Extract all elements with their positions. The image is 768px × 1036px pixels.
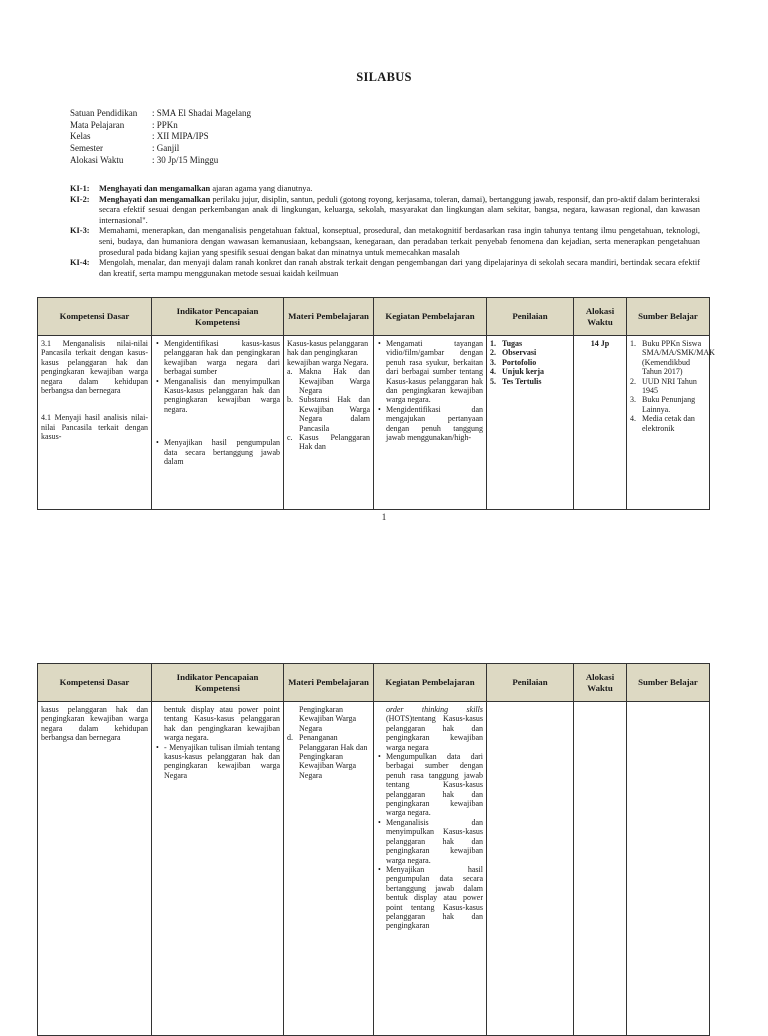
identity-label: Kelas bbox=[70, 131, 91, 142]
column-header: Kompetensi Dasar bbox=[38, 298, 152, 336]
indikator-cell bbox=[152, 336, 284, 510]
indikator-cell bbox=[152, 702, 284, 1036]
identity-label: Semester bbox=[70, 143, 103, 154]
alokasi-cell bbox=[574, 336, 627, 510]
identity-row bbox=[70, 108, 251, 120]
bullet-icon: • bbox=[378, 864, 381, 874]
list-number: a. bbox=[287, 367, 293, 377]
kd-text: 4.1 Menyaji hasil analisis nilai-nilai Pancasila terkait dengan kasus- bbox=[41, 413, 148, 442]
list-item bbox=[490, 358, 570, 367]
list-item-text: Kasus Pelanggaran Hak dan bbox=[299, 433, 370, 452]
identity-row bbox=[70, 131, 251, 143]
kd-text: 3.1 Menganalisis nilai-nilai Pancasila terkait dengan kasus-kasus pelanggaran hak dan pengingkaran kewajiban warga negara dalam kehidupan berbangsa dan bernegara bbox=[41, 339, 148, 396]
list-number: b. bbox=[287, 395, 293, 405]
list-number: 3. bbox=[490, 357, 496, 367]
list-item-text: Media cetak dan elektronik bbox=[642, 414, 695, 433]
core-competencies bbox=[70, 184, 700, 279]
column-header: Alokasi Waktu bbox=[574, 664, 627, 702]
ki-body: ajaran agama yang dianutnya. bbox=[210, 184, 313, 193]
column-header: Materi Pembelajaran bbox=[284, 298, 374, 336]
list-item bbox=[377, 339, 483, 405]
alokasi-cell bbox=[574, 702, 627, 1036]
materi-cell bbox=[284, 702, 374, 1036]
identity-block bbox=[70, 108, 251, 167]
syllabus-table bbox=[37, 663, 710, 1036]
identity-label: Satuan Pendidikan bbox=[70, 108, 138, 118]
column-header: Indikator Pencapaian Kompetensi bbox=[152, 298, 284, 336]
list-item-text: Menyajikan hasil pengumpulan data secara bertanggung jawab dalam bentuk display atau power point tentang Kasus-kasus pelanggaran hak dan pengingkaran bbox=[386, 864, 483, 931]
list-item-text: UUD NRI Tahun 1945 bbox=[642, 376, 697, 396]
list-item-text: Substansi Hak dan Kewajiban Warga Negara dalam Pancasila bbox=[299, 395, 370, 433]
list-item-text: Mengidentifikasi kasus-kasus pelanggaran hak dan pengingkaran kewajiban warga negara dari berbagai sumber bbox=[164, 339, 280, 377]
ki-row bbox=[70, 258, 700, 279]
column-header: Alokasi Waktu bbox=[574, 298, 627, 336]
list-item-text: Mengumpulkan data dari berbagai sumber dengan penuh rasa tanggung jawab tentang Kasus-kasus pelanggaran hak dan pengingkaran kewajiban warga negara. bbox=[386, 752, 483, 818]
list-item bbox=[630, 339, 715, 377]
list-item bbox=[490, 367, 570, 376]
column-header: Materi Pembelajaran bbox=[284, 664, 374, 702]
identity-value: : 30 Jp/15 Minggu bbox=[152, 154, 219, 165]
list-item bbox=[287, 733, 370, 780]
bullet-icon: • bbox=[156, 438, 159, 448]
kegiatan-cell bbox=[374, 336, 487, 510]
list-item bbox=[155, 743, 280, 781]
column-header: Sumber Belajar bbox=[627, 298, 710, 336]
list-number: 2. bbox=[630, 376, 636, 386]
syllabus-table bbox=[37, 297, 715, 510]
kd-cell bbox=[38, 702, 152, 1036]
column-header: Indikator Pencapaian Kompetensi bbox=[152, 664, 284, 702]
kd-cell bbox=[38, 336, 152, 510]
penilaian-cell bbox=[487, 702, 574, 1036]
list-number: 4. bbox=[490, 367, 496, 377]
list-item-text: Observasi bbox=[502, 348, 537, 358]
bullet-icon: • bbox=[378, 404, 381, 414]
list-item-text: Tes Tertulis bbox=[502, 376, 542, 386]
table-row bbox=[38, 702, 710, 1036]
sumber-cell bbox=[627, 336, 715, 510]
list-number: 1. bbox=[490, 339, 496, 348]
table-row bbox=[38, 336, 710, 510]
list-item bbox=[377, 405, 483, 443]
kegiatan-cell bbox=[374, 702, 487, 1036]
identity-row bbox=[70, 155, 251, 167]
list-item-text: Buku Penunjang Lainnya. bbox=[642, 395, 696, 414]
materi-intro: Kasus-kasus pelanggaran hak dan pengingkaran kewajiban warga Negara. bbox=[287, 339, 369, 367]
list-item bbox=[630, 414, 706, 433]
column-header: Kegiatan Pembelajaran bbox=[374, 298, 487, 336]
list-item bbox=[630, 395, 706, 414]
list-item-text: Menganalisis dan menyimpulkan Kasus-kasus pelanggaran hak dan pengingkaran kewajiban warga negara. bbox=[386, 817, 483, 865]
list-item-text: Mengidentifikasi dan mengajukan pertanyaan dengan penuh tanggung jawab menggunakan/high- bbox=[386, 404, 483, 443]
list-number: 2. bbox=[490, 348, 496, 358]
bullet-icon: • bbox=[156, 339, 159, 348]
list-item bbox=[377, 865, 483, 931]
identity-label: Alokasi Waktu bbox=[70, 154, 124, 165]
list-item bbox=[155, 377, 280, 415]
list-number: c. bbox=[287, 433, 293, 443]
bullet-icon: • bbox=[156, 376, 159, 386]
ki-row bbox=[70, 195, 700, 227]
list-item-text: Buku PPKn Siswa SMA/MA/SMK/MAK (Kemendikbud Tahun 2017) bbox=[642, 339, 715, 377]
column-header: Kompetensi Dasar bbox=[38, 664, 152, 702]
page-2 bbox=[0, 640, 768, 1024]
list-item-text: Menganalisis dan menyimpulkan Kasus-kasus pelanggaran hak dan pengingkaran kewajiban warga negara. bbox=[164, 376, 280, 414]
list-item bbox=[630, 377, 706, 396]
list-item-text: Tugas bbox=[502, 339, 523, 348]
ki-text bbox=[99, 258, 700, 279]
column-header: Penilaian bbox=[487, 664, 574, 702]
ki-bold: Menghayati dan mengamalkan bbox=[99, 184, 211, 193]
kegiatan-continued bbox=[377, 705, 483, 752]
identity-value: : PPKn bbox=[152, 119, 178, 130]
list-number: 1. bbox=[630, 339, 636, 348]
ki-text bbox=[99, 184, 700, 195]
materi-continued: Pengingkaran Kewajiban Warga Negara bbox=[299, 705, 357, 733]
bullet-icon: • bbox=[378, 339, 381, 348]
ki-row bbox=[70, 226, 700, 258]
ki-label: KI-3: bbox=[70, 226, 90, 236]
indikator-continued: bentuk display atau power point tentang Kasus-kasus pelanggaran hak dan pengingkaran kewajiban warga negara. bbox=[164, 705, 280, 743]
column-header: Sumber Belajar bbox=[627, 664, 710, 702]
list-item bbox=[287, 395, 370, 433]
list-item bbox=[377, 752, 483, 818]
kegiatan-italic: order thinking skills bbox=[386, 705, 483, 714]
list-number: d. bbox=[287, 733, 293, 743]
list-item bbox=[287, 367, 370, 395]
bullet-icon: • bbox=[378, 752, 381, 762]
ki-body: Mengolah, menalar, dan menyaji dalam ranah konkret dan ranah abstrak terkait dengan pengembangan dari yang dipelajarinya di sekolah secara mandiri, bertindak secara efektif dan kreatif, serta mampu menggunakan metode sesuai kaidah keilmuan bbox=[99, 258, 700, 278]
ki-bold: Menghayati dan mengamalkan bbox=[99, 194, 211, 204]
ki-body: perilaku jujur, disiplin, santun, peduli (gotong royong, kerjasama, toleran, damai), bertanggung jawab, responsif, dan pro-aktif dalam berinteraksi secara efektif sesuai dengan perkembangan anak di lingkungan, keluarga, sekolah, masyarakat dan lingkungan alam sekitar, bangsa, negara, kawasan regional, dan kawasan internasional". bbox=[99, 194, 700, 225]
identity-value: : SMA El Shadai Magelang bbox=[152, 108, 251, 118]
identity-row bbox=[70, 143, 251, 155]
list-item-text: Menyajikan hasil pengumpulan data secara bertanggung jawab dalam bbox=[164, 438, 280, 467]
identity-value: : XII MIPA/IPS bbox=[152, 131, 209, 142]
ki-label: KI-2: bbox=[70, 194, 90, 204]
table-header-row bbox=[38, 298, 710, 336]
list-number: 3. bbox=[630, 395, 636, 405]
ki-label: KI-4: bbox=[70, 258, 90, 268]
list-item bbox=[155, 339, 280, 377]
bullet-icon: • bbox=[156, 742, 159, 752]
column-header: Penilaian bbox=[487, 298, 574, 336]
list-item bbox=[155, 438, 280, 466]
ki-text bbox=[99, 195, 700, 227]
list-item-text: Penanganan Pelanggaran Hak dan Pengingkaran Kewajiban Warga Negara bbox=[299, 733, 368, 780]
table-header-row bbox=[38, 664, 710, 702]
identity-value: : Ganjil bbox=[152, 143, 180, 154]
identity-row bbox=[70, 120, 251, 132]
ki-body: Memahami, menerapkan, dan menganalisis pengetahuan faktual, konseptual, prosedural, dan metakognitif berdasarkan rasa ingin tahunya tentang ilmu pengetahuan, teknologi, seni, budaya, dan humaniora dengan wawasan kemanusiaan, kebangsaan, kenegaraan, dan peradaban terkait penyebab fenomena dan kejadian, serta menerapkan pengetahuan prosedural pada bidang kajian yang spesifik sesuai dengan bakat dan minatnya untuk memecahkan masalah bbox=[99, 226, 700, 257]
list-item bbox=[287, 433, 370, 452]
list-number: 5. bbox=[490, 376, 496, 386]
list-item-text: Portofolio bbox=[502, 357, 537, 367]
list-item bbox=[490, 377, 570, 386]
list-item-text: Makna Hak dan Kewajiban Warga Negara bbox=[299, 367, 370, 396]
identity-label: Mata Pelajaran bbox=[70, 119, 125, 130]
penilaian-cell bbox=[487, 336, 574, 510]
ki-label: KI-1: bbox=[70, 184, 90, 193]
list-item bbox=[490, 348, 570, 357]
list-item bbox=[490, 339, 570, 348]
list-item-text: - Menyajikan tulisan ilmiah tentang kasus-kasus pelanggaran hak dan pengingkaran kewajiban warga Negara bbox=[164, 742, 280, 780]
kegiatan-text: (HOTS)tentang Kasus-kasus pelanggaran hak dan pengingkaran kewajiban warga negara bbox=[386, 714, 483, 752]
column-header: Kegiatan Pembelajaran bbox=[374, 664, 487, 702]
alokasi-value: 14 Jp bbox=[590, 339, 610, 348]
list-item bbox=[377, 818, 483, 865]
page-number: 1 bbox=[381, 512, 387, 522]
document-title: SILABUS bbox=[356, 70, 412, 84]
list-item-text: Mengamati tayangan vidio/film/gambar dengan penuh rasa syukur, berkaitan dari berbagai sumber tentang Kasus-kasus pelanggaran hak dan pengingkaran kewajiban warga negara. bbox=[386, 339, 483, 405]
list-item-text: Unjuk kerja bbox=[502, 367, 545, 377]
ki-row bbox=[70, 184, 700, 195]
bullet-icon: • bbox=[378, 817, 381, 827]
list-number: 4. bbox=[630, 414, 636, 424]
kd-text: kasus pelanggaran hak dan pengingkaran kewajiban warga negara dalam kehidupan berbangsa dan bernegara bbox=[41, 705, 148, 743]
sumber-cell bbox=[627, 702, 710, 1036]
materi-cell bbox=[284, 336, 374, 510]
ki-text bbox=[99, 226, 700, 258]
